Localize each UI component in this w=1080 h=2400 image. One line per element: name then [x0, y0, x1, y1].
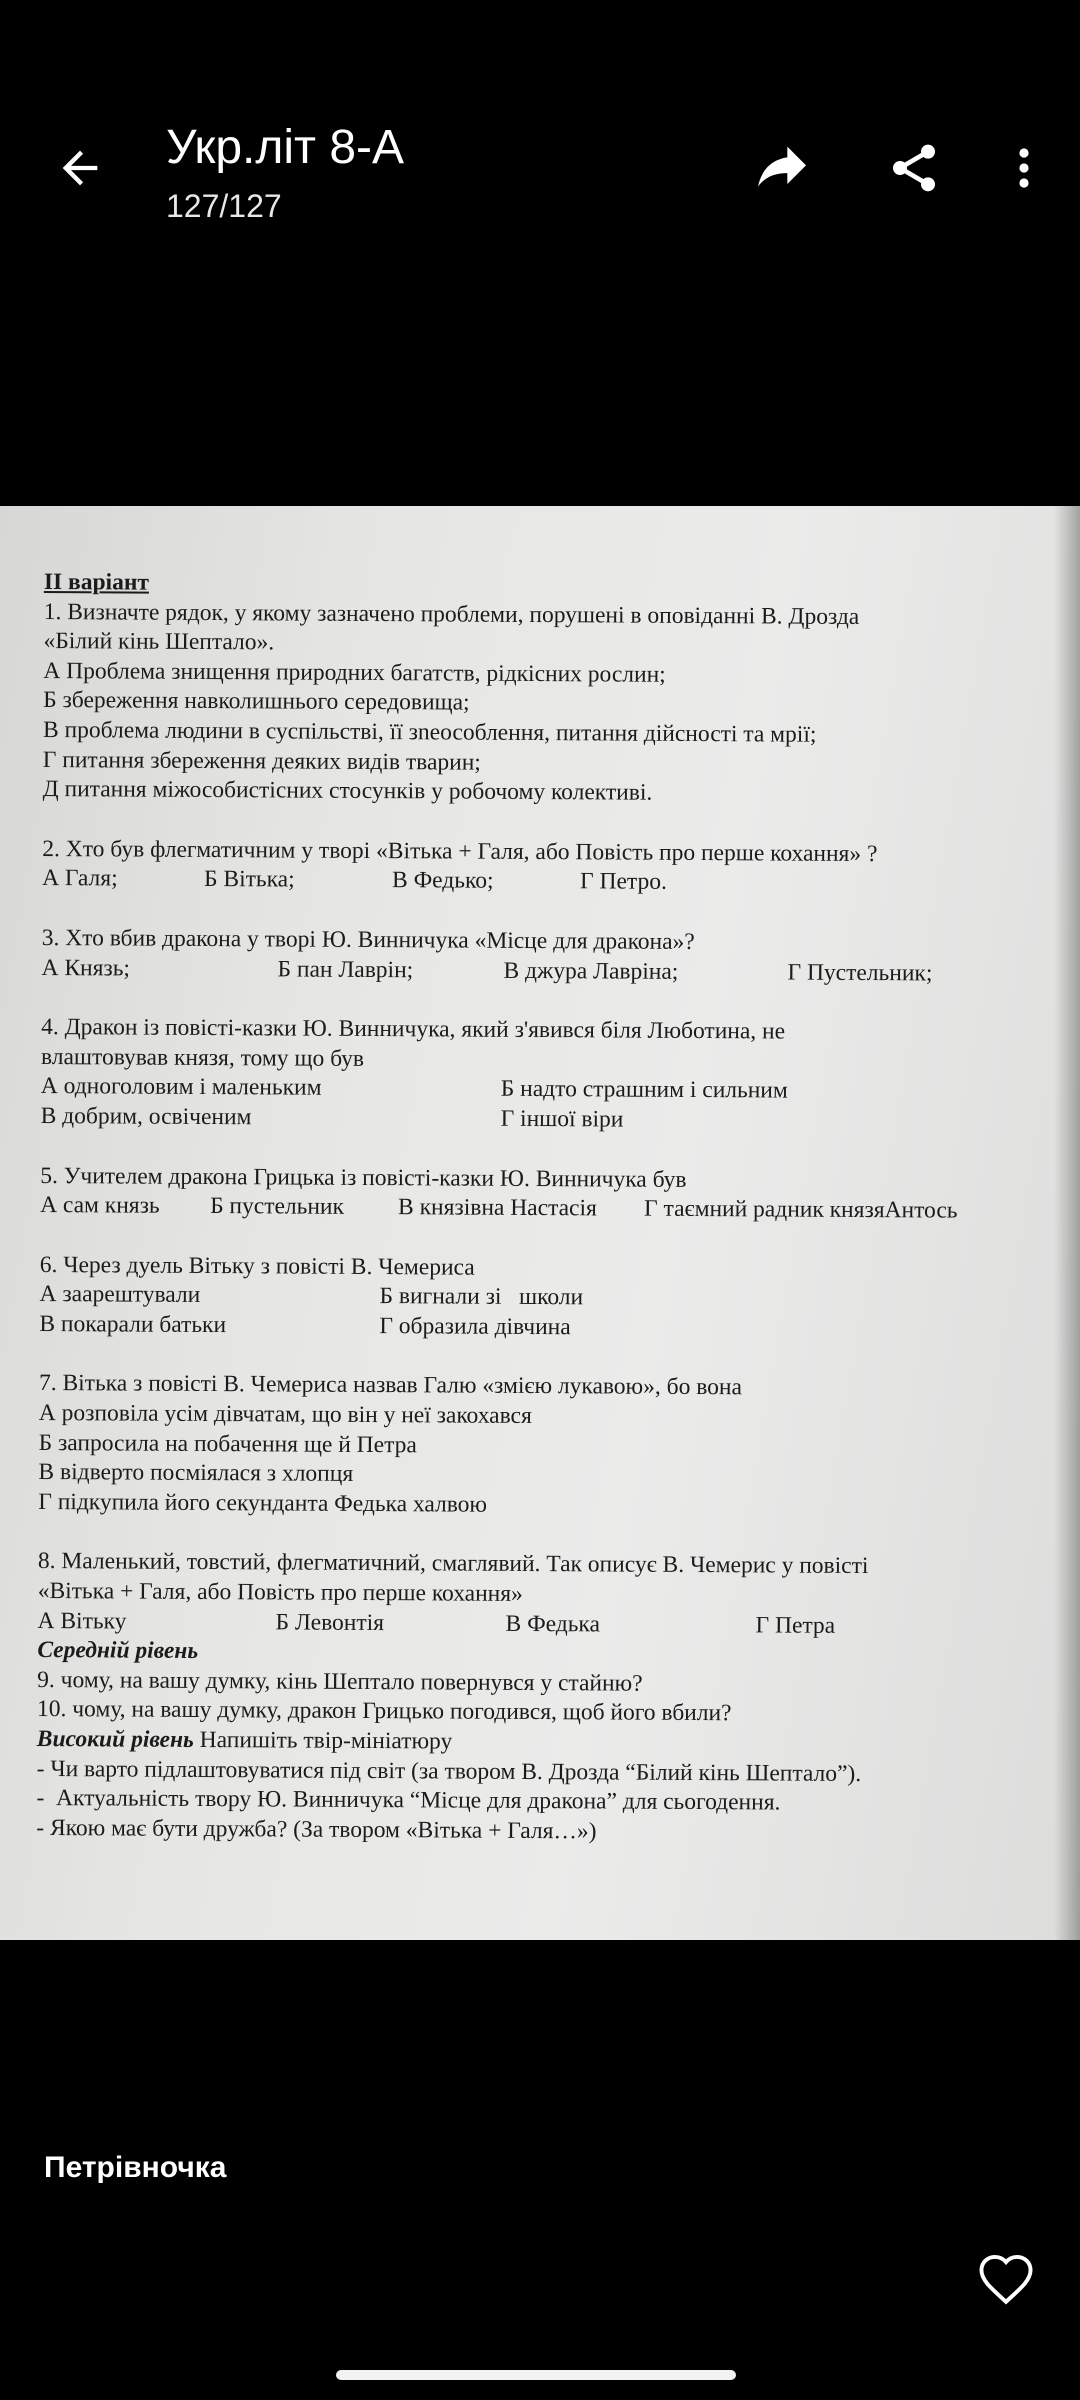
more-options-button[interactable] [984, 128, 1064, 208]
question-5-text: 5. Учителем дракона Грицька із повісті-казки Ю. Винничука був [40, 1162, 687, 1193]
question-2-option-c: В Федько; [392, 867, 494, 895]
arrow-left-icon [54, 142, 106, 194]
question-10-text: 10. чому, на вашу думку, дракон Грицько погодився, щоб його вбили? [36, 1696, 732, 1727]
question-8-option-d: Г Петра [755, 1611, 836, 1639]
photo-image[interactable] [0, 506, 1080, 1940]
question-1-line-2: «Білий кінь Шептало». [43, 628, 275, 656]
question-4-option-b: Б надто страшним і сильним [500, 1076, 788, 1104]
back-button[interactable] [40, 128, 120, 208]
essay-topic-2: - Актуальність твору Ю. Винничука “Місце для дракона” для сьогодення. [36, 1785, 781, 1816]
question-1-option-b: Б збереження навколишнього середовища; [43, 687, 470, 716]
question-7-option-b: Б запросила на побачення ще й Петра [38, 1429, 417, 1458]
question-8-line-2: «Вітька + Галя, або Повість про перше кохання» [37, 1578, 523, 1607]
question-7-text: 7. Вітька з повісті В. Чемериса назвав Галю «змією лукавою», бо вона [38, 1370, 743, 1401]
question-8-option-a: А Вітьку [37, 1607, 127, 1635]
question-6-options-row-2 [39, 1310, 1049, 1346]
question-6-text: 6. Через дуель Вітьку з повісті В. Чемериса [39, 1251, 475, 1281]
middle-level-heading: Середній рівень [37, 1637, 199, 1665]
high-level-task: Напишіть твір-мініатюру [193, 1726, 453, 1755]
question-7-option-d: Г підкупила його секунданта Федька халвою [38, 1488, 488, 1518]
album-title: Укр.літ 8-А [166, 121, 405, 174]
app-bar [0, 0, 1080, 340]
question-4-option-a: А одноголовим і маленьким [40, 1073, 322, 1102]
question-3-option-c: В джура Лавріна; [503, 957, 679, 985]
question-4-line-2: влаштовував князя, тому що був [40, 1043, 365, 1072]
question-8-line-1: 8. Маленький, товстий, флегматичний, смаглявий. Так описує В. Чемерис у повісті [37, 1548, 869, 1580]
question-3-option-b: Б пан Лаврін; [277, 955, 414, 983]
question-9-text: 9. чому, на вашу думку, кінь Шептало повернувся у стайню? [37, 1666, 643, 1697]
question-6-option-b: Б вигнали зі школи [379, 1283, 584, 1311]
question-6-option-d: Г образила дівчина [379, 1312, 571, 1341]
question-3-option-d: Г Пустельник; [787, 959, 933, 986]
question-7-option-a: А розповіла усім дівчатам, що він у неї закохався [38, 1400, 532, 1430]
essay-topic-3: - Якою має бути дружба? (За твором «Вітька + Галя…») [36, 1814, 597, 1845]
question-3-options [41, 954, 1051, 990]
home-indicator[interactable] [336, 2370, 736, 2380]
question-6-option-a: А заарештували [39, 1281, 201, 1309]
high-level-heading: Високий рівень [36, 1725, 194, 1753]
question-1-option-a: А Проблема знищення природних багатств, рідкісних рослин; [43, 657, 666, 688]
question-8-option-b: Б Левонтія [275, 1609, 385, 1636]
question-2-option-b: Б Вітька; [204, 866, 295, 893]
forward-button[interactable] [742, 128, 822, 208]
question-5-option-d: Г таємний радник князяАнтось [644, 1195, 958, 1224]
question-5-option-b: Б пустельник [210, 1193, 345, 1220]
question-4-options-row-2 [41, 1102, 1051, 1138]
question-7-option-c: В відверто посміялася з хлопця [38, 1459, 354, 1488]
paper-edge-shadow [1054, 506, 1080, 1940]
question-1-line-1: 1. Визначте рядок, у якому зазначено проблеми, порушені в оповіданні В. Дрозда [43, 598, 860, 630]
question-1-option-e: Д питання міжособистісних стосунків у робочому колективі. [42, 776, 653, 806]
variant-title: ІІ варіант [43, 569, 150, 596]
question-5-options [40, 1191, 1050, 1227]
essay-topic-1: - Чи варто підлаштовуватися під світ (за твором В. Дрозда “Білий кінь Шептало”). [36, 1755, 862, 1787]
question-4-line-1: 4. Дракон із повісті-казки Ю. Винничука, який з'явився біля Люботина, не [41, 1014, 786, 1045]
question-5-option-a: А сам князь [40, 1192, 160, 1219]
question-6-option-c: В покарали батьки [39, 1310, 227, 1339]
more-vertical-icon [1000, 140, 1048, 196]
heart-outline-icon [976, 2252, 1036, 2306]
share-icon [886, 140, 942, 196]
like-button[interactable] [966, 2244, 1046, 2314]
question-3-option-a: А Князь; [41, 954, 131, 982]
question-1-option-d: Г питання збереження деяких видів тварин; [42, 746, 481, 776]
question-4-option-d: Г іншої віри [500, 1105, 624, 1133]
image-counter: 127/127 [166, 188, 282, 224]
question-2-options [42, 864, 1052, 900]
author-name[interactable]: Петрівночка [44, 2151, 227, 2184]
question-2-option-d: Г Петро. [580, 868, 667, 896]
question-5-option-c: В князівна Настасія [398, 1194, 597, 1222]
question-1-option-c: В проблема людини в суспільстві, її зneособлення, питання дійсності та мрії; [42, 716, 817, 748]
question-2-text: 2. Хто був флегматичним у творі «Вітька + Галя, або Повість про перше кохання» ? [42, 835, 878, 867]
question-2-option-a: А Галя; [42, 865, 118, 892]
question-8-option-c: В Федька [505, 1610, 601, 1638]
forward-arrow-icon [750, 136, 814, 200]
question-3-text: 3. Хто вбив дракона у творі Ю. Винничука «Місце для дракона»? [41, 924, 695, 955]
title-block [166, 120, 404, 228]
share-button[interactable] [874, 128, 954, 208]
test-sheet-text [36, 568, 1054, 1850]
question-4-option-c: В добрим, освіченим [40, 1102, 252, 1131]
